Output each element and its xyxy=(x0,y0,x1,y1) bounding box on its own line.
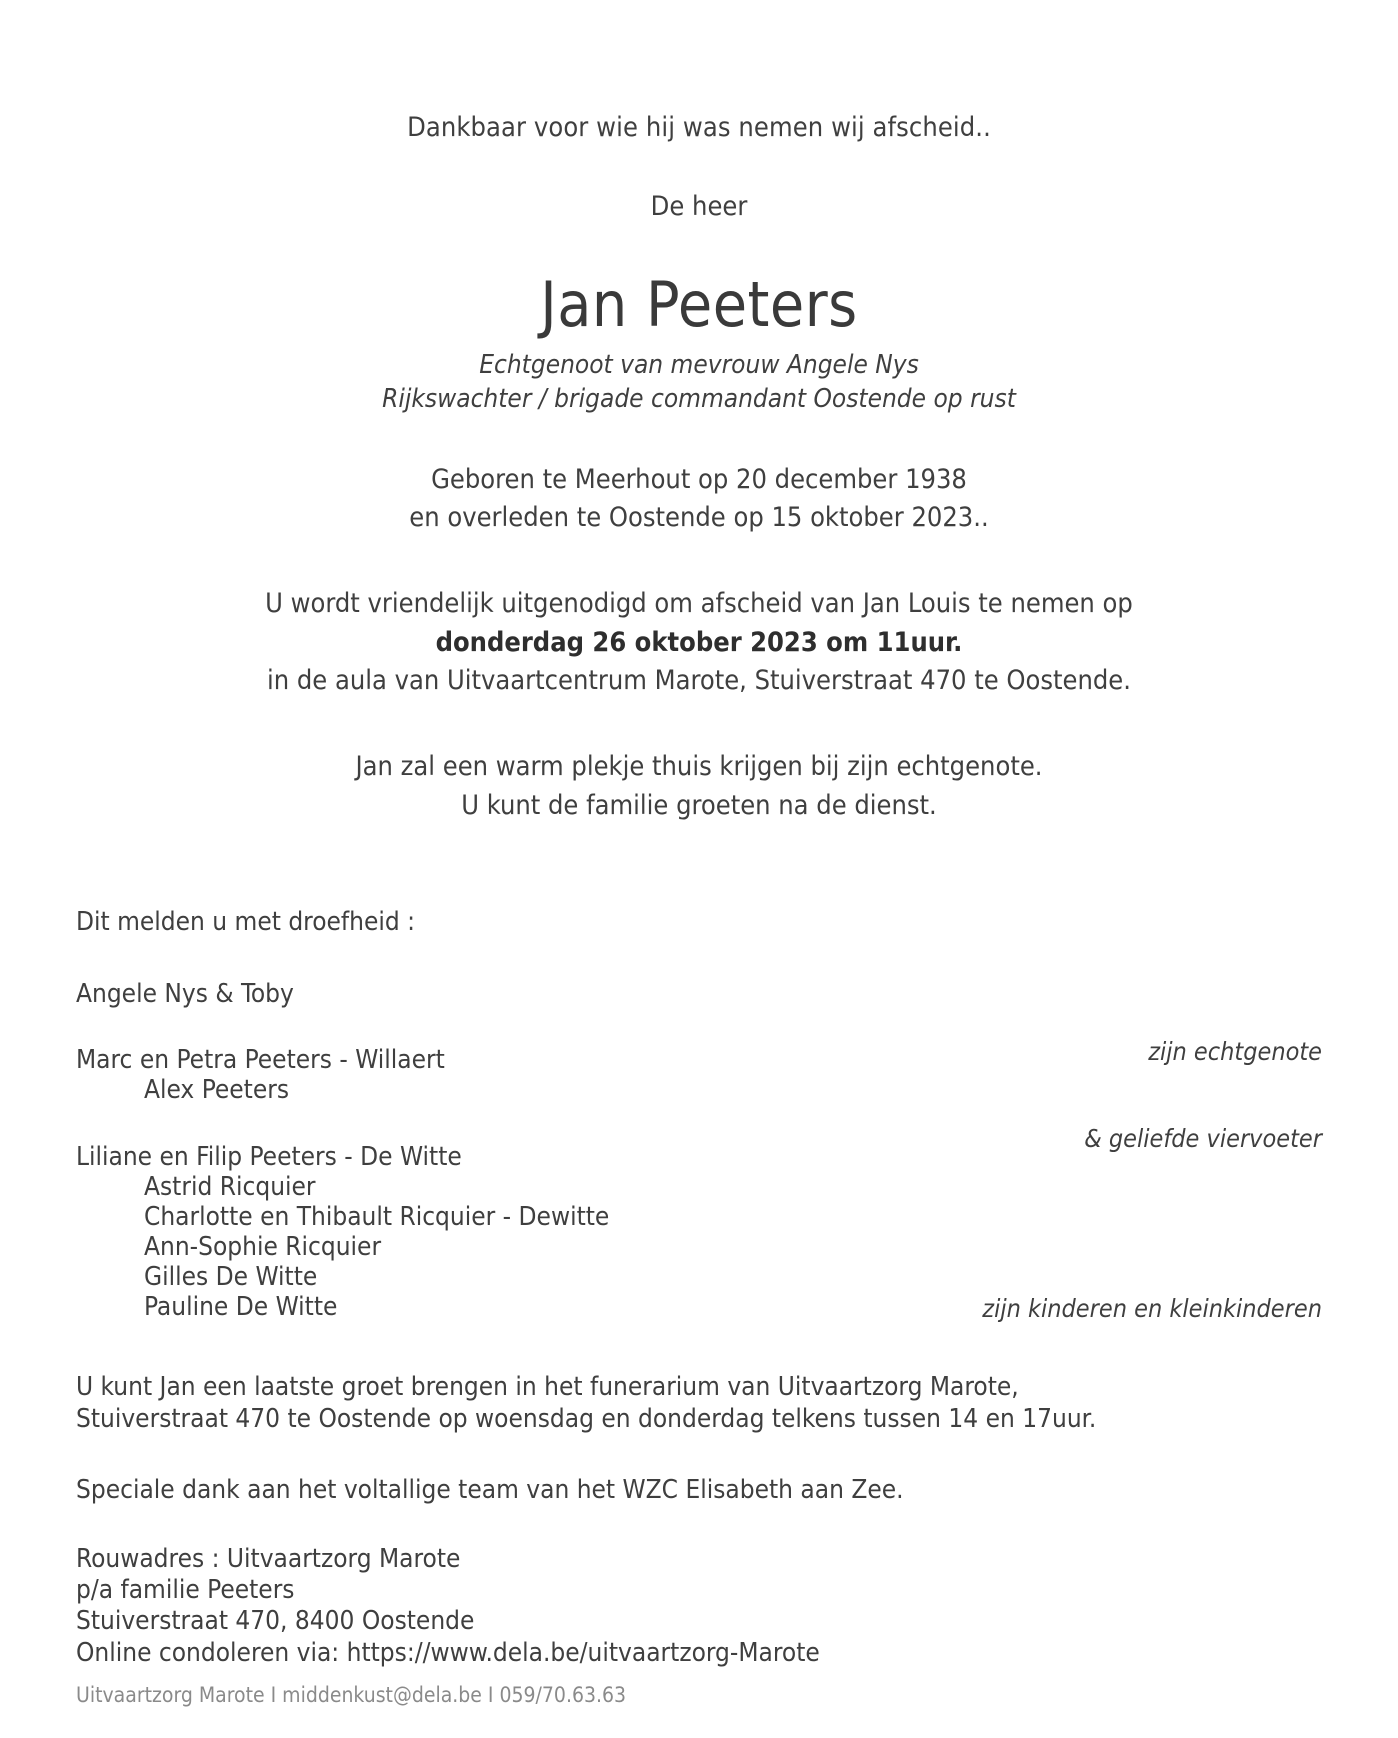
family-member: Ann-Sophie Ricquier xyxy=(144,1232,382,1263)
condolence-address xyxy=(76,1544,1322,1669)
relation-note-line: zijn echtgenote xyxy=(1148,1037,1322,1067)
family-member: Marc en Petra Peeters - Willaert xyxy=(76,1045,445,1076)
family-section xyxy=(0,907,1398,1323)
address-line-1: Rouwadres : Uitvaartzorg Marote xyxy=(76,1544,461,1575)
family-member: Gilles De Witte xyxy=(144,1262,318,1293)
spouse-of-text: Echtgenoot van mevrouw Angele Nys xyxy=(479,350,919,381)
thanks-line: Speciale dank aan het voltallige team van het WZC Elisabeth aan Zee. xyxy=(76,1474,904,1505)
intro-text: Dankbaar voor wie hij was nemen wij afscheid.. xyxy=(407,112,991,143)
family-member: Astrid Ricquier xyxy=(144,1171,316,1202)
service-datetime: donderdag 26 oktober 2023 om 11uur. xyxy=(435,626,963,658)
family-member: Pauline De Witte xyxy=(144,1292,338,1323)
address-line-2: p/a familie Peeters xyxy=(76,1575,295,1606)
closing-message xyxy=(0,748,1398,825)
invite-line-1: U wordt vriendelijk uitgenodigd om afscheid van Jan Louis te nemen op xyxy=(265,588,1133,620)
deceased-name: Jan Peeters xyxy=(540,268,858,341)
family-member: Liliane en Filip Peeters - De Witte xyxy=(76,1141,462,1172)
family-member: Alex Peeters xyxy=(144,1075,290,1106)
death-line: en overleden te Oostende op 15 oktober 2023.. xyxy=(409,502,989,534)
thanks-notice xyxy=(76,1474,1322,1507)
service-invitation xyxy=(0,585,1398,700)
closing-line-2: U kunt de familie groeten na de dienst. xyxy=(461,789,937,821)
service-location: in de aula van Uitvaartcentrum Marote, Stuiverstraat 470 te Oostende. xyxy=(267,665,1131,696)
visitation-line-2: Stuiverstraat 470 te Oostende op woensdag en donderdag telkens tussen 14 en 17uur. xyxy=(76,1404,1097,1435)
visitation-notice xyxy=(76,1371,1322,1436)
condolence-url-line[interactable]: Online condoleren via: https://www.dela.be/uitvaartzorg-Marote xyxy=(76,1637,820,1668)
address-line-3: Stuiverstraat 470, 8400 Oostende xyxy=(76,1606,475,1637)
family-intro: Dit melden u met droefheid : xyxy=(76,906,416,937)
announcement-header xyxy=(0,0,1398,825)
life-dates xyxy=(0,461,1398,538)
family-member: Charlotte en Thibault Ricquier - Dewitte xyxy=(144,1201,610,1232)
birth-line: Geboren te Meerhout op 20 december 1938 xyxy=(431,463,967,495)
profession-text: Rijkswachter / brigade commandant Oostende op rust xyxy=(382,383,1016,414)
visitation-line-1: U kunt Jan een laatste groet brengen in het funerarium van Uitvaartzorg Marote, xyxy=(76,1371,1019,1402)
family-member: Angele Nys & Toby xyxy=(76,979,294,1010)
salutation-text: De heer xyxy=(650,191,748,222)
family-group xyxy=(76,1045,1322,1105)
relation-note: zijn kinderen en kleinkinderen xyxy=(982,1293,1322,1323)
family-group xyxy=(76,1142,1322,1323)
footer-contact: Uitvaartzorg Marote I middenkust@dela.be I 059/70.63.63 xyxy=(76,1682,627,1707)
notices-section xyxy=(0,1371,1398,1669)
relation-note-line: & geliefde viervoeter xyxy=(1084,1124,1322,1154)
closing-line-1: Jan zal een warm plekje thuis krijgen bij zijn echtgenote. xyxy=(355,751,1043,783)
